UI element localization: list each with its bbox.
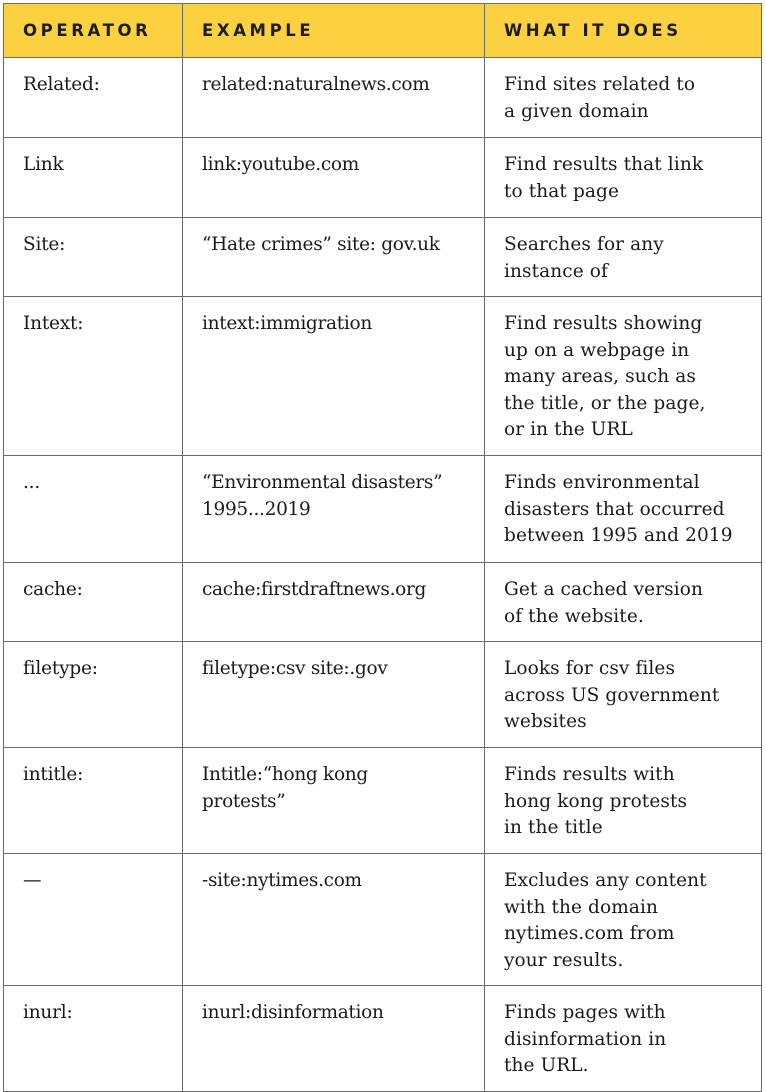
example-cell (183, 138, 485, 218)
description-text: Finds results with hong kong protests in the title (504, 764, 688, 838)
table-row (4, 642, 762, 748)
operator-text: ... (23, 472, 41, 493)
description-text: Finds pages with disinformation in the URL. (504, 1002, 667, 1076)
operator-text: — (23, 870, 42, 891)
header-what-it-does: WHAT IT DOES (485, 4, 762, 58)
table-row (4, 563, 762, 642)
example-text: related:naturalnews.com (202, 74, 430, 95)
operator-text: Intext: (23, 313, 84, 334)
operator-text: Related: (23, 74, 100, 95)
table-row (4, 986, 762, 1092)
example-cell (183, 642, 485, 748)
example-text: link:youtube.com (202, 154, 359, 175)
operator-text: filetype: (23, 658, 98, 679)
operator-text: Site: (23, 234, 66, 255)
operator-text: inurl: (23, 1002, 73, 1023)
example-text: inurl:disinformation (202, 1002, 384, 1023)
example-cell (183, 563, 485, 642)
operator-cell (4, 986, 183, 1092)
example-text: Intitle:“hong kong protests” (202, 764, 368, 812)
description-cell (485, 58, 762, 138)
example-text: cache:firstdraftnews.org (202, 579, 427, 600)
description-cell (485, 642, 762, 748)
example-cell (183, 58, 485, 138)
header-example: EXAMPLE (183, 4, 485, 58)
operator-text: Link (23, 154, 64, 175)
operator-text: intitle: (23, 764, 84, 785)
header-operator: OPERATOR (4, 4, 183, 58)
description-text: Find results that link to that page (504, 154, 704, 202)
operator-cell (4, 456, 183, 563)
example-cell (183, 986, 485, 1092)
description-text: Get a cached version of the website. (504, 579, 703, 627)
example-cell (183, 456, 485, 563)
table-row (4, 748, 762, 854)
description-text: Find sites related to a given domain (504, 74, 696, 122)
operator-text: cache: (23, 579, 83, 600)
description-cell (485, 986, 762, 1092)
operator-cell (4, 58, 183, 138)
example-text: intext:immigration (202, 313, 372, 334)
description-text: Searches for any instance of (504, 234, 664, 282)
table-row (4, 138, 762, 218)
table-row (4, 854, 762, 986)
description-cell (485, 218, 762, 297)
operator-cell (4, 218, 183, 297)
table-header-row (4, 4, 762, 58)
search-operators-table (3, 3, 762, 1092)
description-text: Find results showing up on a webpage in many areas, such as the title, or the page, or in the URL (504, 313, 706, 440)
example-cell (183, 748, 485, 854)
table-row (4, 456, 762, 563)
example-text: -site:nytimes.com (202, 870, 362, 891)
description-cell (485, 748, 762, 854)
table-row (4, 218, 762, 297)
description-cell (485, 563, 762, 642)
operator-cell (4, 297, 183, 456)
example-cell (183, 218, 485, 297)
operator-cell (4, 642, 183, 748)
description-text: Finds environmental disasters that occurred between 1995 and 2019 (504, 472, 733, 546)
description-text: Looks for csv files across US government websites (504, 658, 720, 732)
description-cell (485, 138, 762, 218)
example-cell (183, 854, 485, 986)
operator-cell (4, 563, 183, 642)
description-cell (485, 854, 762, 986)
operator-cell (4, 748, 183, 854)
example-text: filetype:csv site:.gov (202, 658, 388, 679)
table-row (4, 58, 762, 138)
description-cell (485, 456, 762, 563)
description-text: Excludes any content with the domain nytimes.com from your results. (504, 870, 707, 971)
operator-cell (4, 854, 183, 986)
example-text: “Environmental disasters” 1995...2019 (202, 472, 443, 520)
example-text: “Hate crimes” site: gov.uk (202, 234, 440, 255)
example-cell (183, 297, 485, 456)
description-cell (485, 297, 762, 456)
table-row (4, 297, 762, 456)
operator-cell (4, 138, 183, 218)
